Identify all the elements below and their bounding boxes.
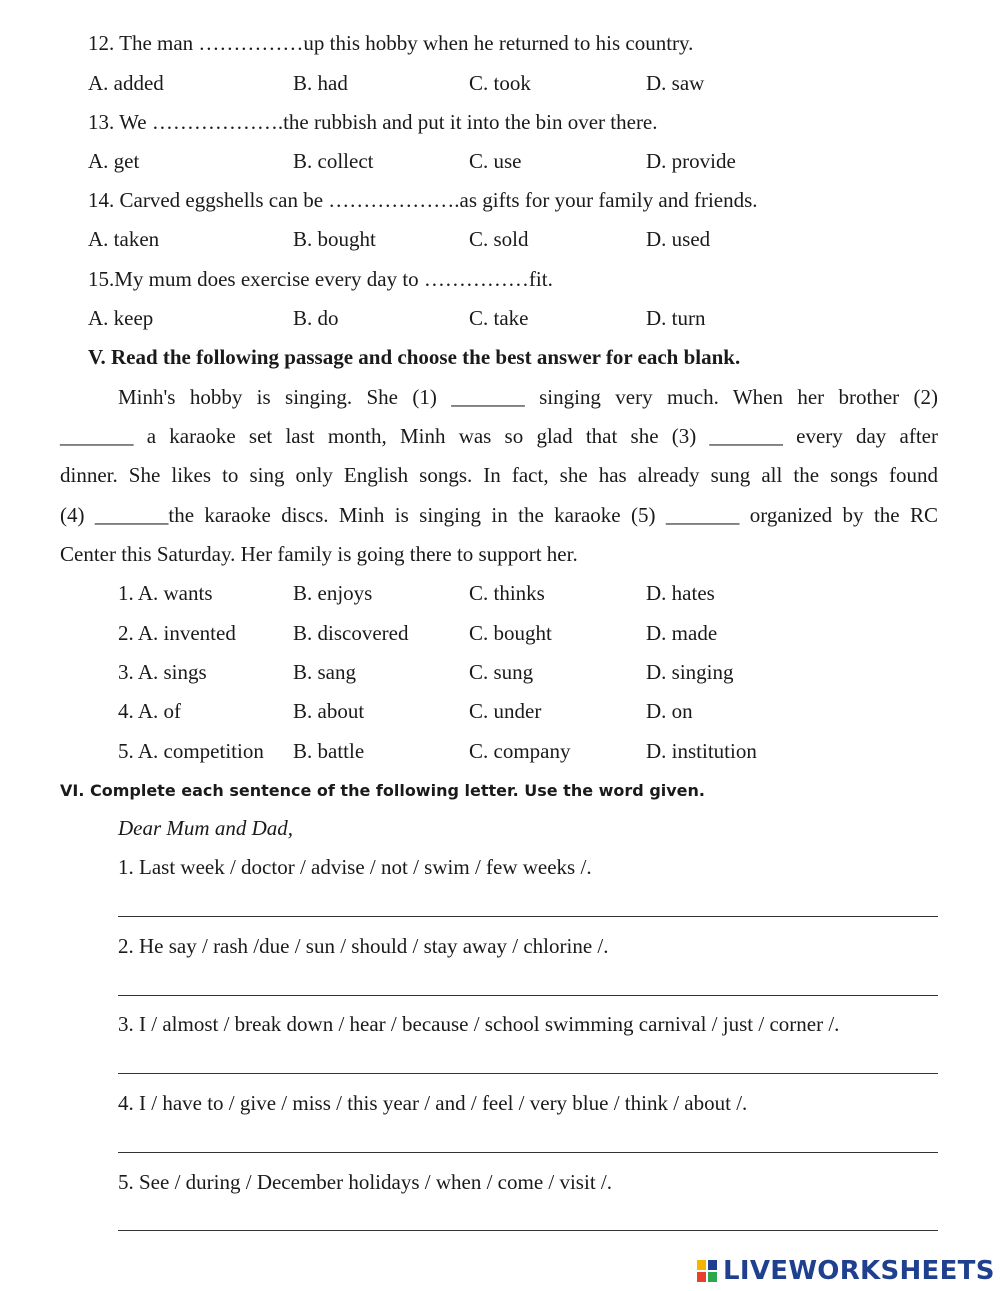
q13-option-c[interactable]: C. use xyxy=(469,149,522,173)
passage-line-2: _______ a karaoke set last month, Minh was so glad that she (3) _______ every day after xyxy=(60,424,938,448)
q13-option-b[interactable]: B. collect xyxy=(293,149,374,173)
p1-option-c[interactable]: C. thinks xyxy=(469,581,545,605)
q12-option-d[interactable]: D. saw xyxy=(646,71,705,95)
p4-option-b[interactable]: B. about xyxy=(293,699,365,723)
q13-option-a[interactable]: A. get xyxy=(88,149,140,173)
p3-option-a[interactable]: 3. A. sings xyxy=(118,660,207,684)
p2-option-b[interactable]: B. discovered xyxy=(293,621,409,645)
p2-option-c[interactable]: C. bought xyxy=(469,621,552,645)
p5-option-d[interactable]: D. institution xyxy=(646,739,757,763)
p4-option-c[interactable]: C. under xyxy=(469,699,542,723)
q14-option-a[interactable]: A. taken xyxy=(88,227,160,251)
p2-option-d[interactable]: D. made xyxy=(646,621,718,645)
prompt-1: 1. Last week / doctor / advise / not / swim / few weeks /. xyxy=(118,855,592,879)
passage-line-4: (4) _______the karaoke discs. Minh is singing in the karaoke (5) _______ organized by the RC xyxy=(60,503,938,527)
prompt-3: 3. I / almost / break down / hear / because / school swimming carnival / just / corner /. xyxy=(118,1012,840,1036)
question-14-stem: 14. Carved eggshells can be ……………….as gifts for your family and friends. xyxy=(88,188,758,212)
p2-option-a[interactable]: 2. A. invented xyxy=(118,621,236,645)
question-12-stem: 12. The man ……………up this hobby when he returned to his country. xyxy=(88,31,694,55)
p1-option-d[interactable]: D. hates xyxy=(646,581,715,605)
p5-option-b[interactable]: B. battle xyxy=(293,739,365,763)
answer-line-3[interactable] xyxy=(118,1073,938,1074)
p3-option-d[interactable]: D. singing xyxy=(646,660,734,684)
question-13-stem: 13. We ……………….the rubbish and put it into the bin over there. xyxy=(88,110,658,134)
q15-option-c[interactable]: C. take xyxy=(469,306,529,330)
q15-option-d[interactable]: D. turn xyxy=(646,306,706,330)
answer-line-4[interactable] xyxy=(118,1152,938,1153)
p5-option-a[interactable]: 5. A. competition xyxy=(118,739,264,763)
q14-option-c[interactable]: C. sold xyxy=(469,227,529,251)
q14-option-d[interactable]: D. used xyxy=(646,227,711,251)
section-5-heading: V. Read the following passage and choose the best answer for each blank. xyxy=(88,345,741,369)
p4-option-d[interactable]: D. on xyxy=(646,699,693,723)
p1-option-a[interactable]: 1. A. wants xyxy=(118,581,213,605)
liveworksheets-logo-text: LIVEWORKSHEETS xyxy=(723,1256,995,1286)
passage-line-5: Center this Saturday. Her family is going there to support her. xyxy=(60,542,578,566)
q12-option-a[interactable]: A. added xyxy=(88,71,164,95)
p3-option-c[interactable]: C. sung xyxy=(469,660,534,684)
answer-line-2[interactable] xyxy=(118,995,938,996)
q12-option-c[interactable]: C. took xyxy=(469,71,531,95)
q15-option-b[interactable]: B. do xyxy=(293,306,339,330)
passage-line-1: Minh's hobby is singing. She (1) _______ singing very much. When her brother (2) xyxy=(118,385,938,409)
p4-option-a[interactable]: 4. A. of xyxy=(118,699,181,723)
letter-greeting: Dear Mum and Dad, xyxy=(118,816,293,840)
liveworksheets-logo-icon xyxy=(697,1259,719,1283)
p5-option-c[interactable]: C. company xyxy=(469,739,571,763)
q12-option-b[interactable]: B. had xyxy=(293,71,348,95)
q14-option-b[interactable]: B. bought xyxy=(293,227,376,251)
q15-option-a[interactable]: A. keep xyxy=(88,306,154,330)
answer-line-5[interactable] xyxy=(118,1230,938,1231)
answer-line-1[interactable] xyxy=(118,916,938,917)
prompt-2: 2. He say / rash /due / sun / should / stay away / chlorine /. xyxy=(118,934,609,958)
section-6-heading: VI. Complete each sentence of the following letter. Use the word given. xyxy=(60,781,705,800)
passage-line-3: dinner. She likes to sing only English songs. In fact, she has already sung all the songs found xyxy=(60,463,938,487)
p3-option-b[interactable]: B. sang xyxy=(293,660,356,684)
p1-option-b[interactable]: B. enjoys xyxy=(293,581,373,605)
q13-option-d[interactable]: D. provide xyxy=(646,149,736,173)
prompt-4: 4. I / have to / give / miss / this year / and / feel / very blue / think / about /. xyxy=(118,1091,748,1115)
question-15-stem: 15.My mum does exercise every day to ……………fit. xyxy=(88,267,553,291)
prompt-5: 5. See / during / December holidays / when / come / visit /. xyxy=(118,1170,612,1194)
liveworksheets-logo xyxy=(697,1256,995,1286)
